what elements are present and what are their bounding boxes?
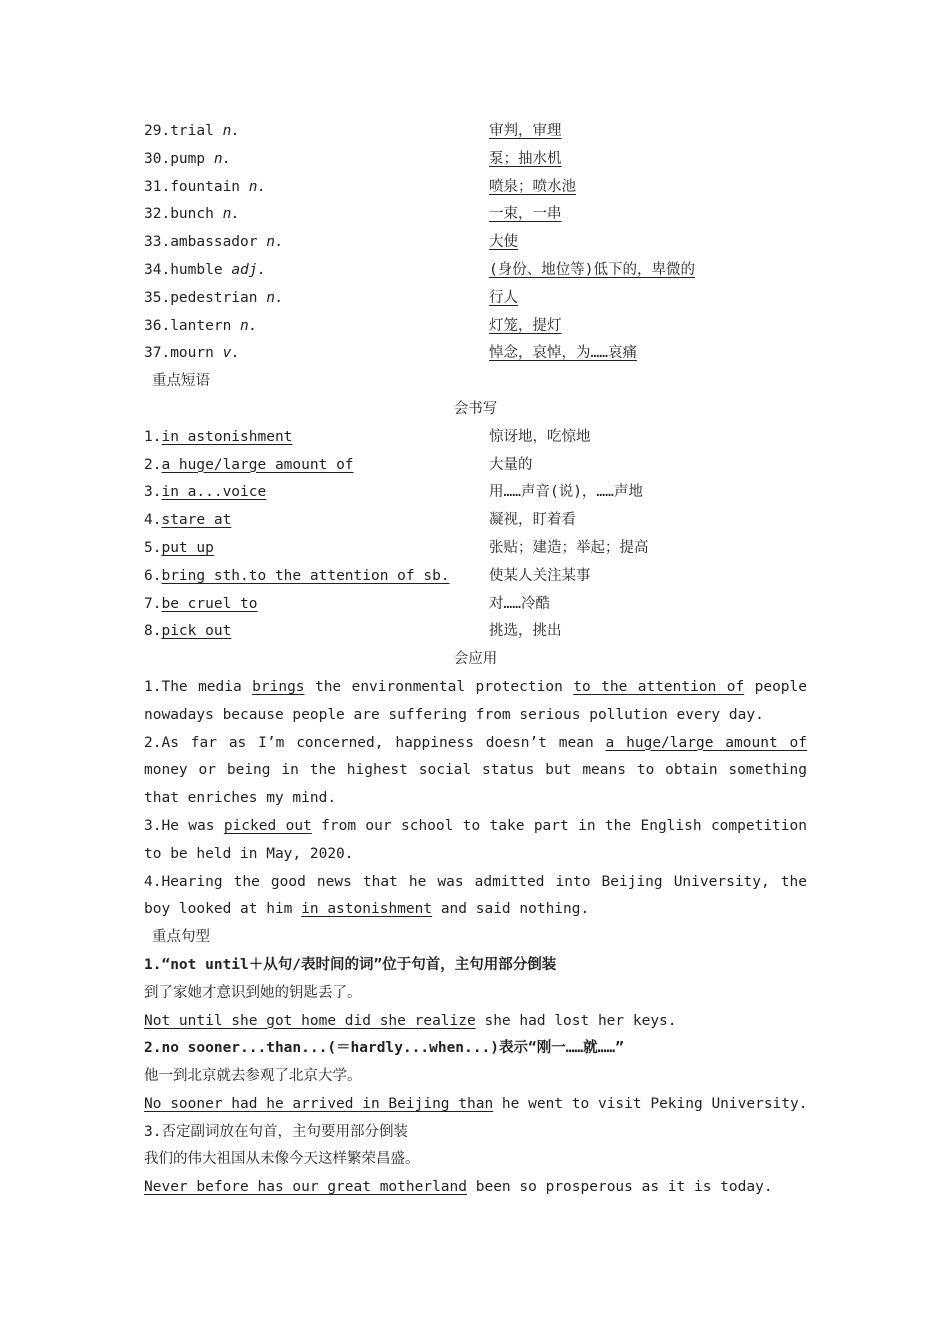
document-content [144, 118, 807, 1202]
vocab-word: pump [170, 150, 206, 167]
phrase-row [144, 535, 807, 563]
phrase-row [144, 591, 807, 619]
patterns-heading: 重点句型 [152, 929, 210, 946]
phrase-text: in a...voice [161, 484, 267, 501]
sentence-text: money or being in the highest social status but means to obtain something that enriches my mind. [144, 762, 807, 807]
phrase-text: put up [161, 539, 214, 556]
phrase-meaning: 用……声音(说)，……声地 [489, 484, 643, 501]
vocab-pos: n. [266, 234, 284, 251]
vocab-pos: adj. [231, 261, 267, 278]
phrase-text: bring sth.to the attention of sb. [161, 567, 450, 584]
pattern-title-2: 2.no sooner...than...(＝hardly...when...)表示“刚一……就……” [144, 1040, 624, 1057]
phrase-text: a huge/large amount of [161, 456, 354, 473]
vocab-row [144, 340, 807, 368]
vocab-word: bunch [170, 206, 214, 223]
pattern-chinese-3: 我们的伟大祖国从未像今天这样繁荣昌盛。 [144, 1151, 420, 1168]
answer-blank: picked out [223, 817, 312, 834]
pattern-chinese-1: 到了家她才意识到她的钥匙丢了。 [144, 984, 362, 1001]
vocab-num: 35. [144, 289, 171, 306]
vocab-pos: n. [248, 178, 267, 195]
phrase-text: in astonishment [161, 428, 293, 445]
vocab-meaning: 大使 [489, 234, 518, 251]
pattern-title-3: 3.否定副词放在句首，主句要用部分倒装 [144, 1123, 408, 1140]
phrase-row [144, 618, 807, 646]
vocab-row [144, 201, 807, 229]
phrase-meaning: 大量的 [489, 456, 533, 473]
sentence-text: 2.As far as I’m concerned, happiness doesn’t mean [144, 734, 606, 751]
phrase-row [144, 507, 807, 535]
phrase-meaning: 使某人关注某事 [489, 567, 591, 584]
apply-sentence-1 [144, 674, 807, 730]
sentence-text: from our school to take part in the English competition to be held in May, 2020. [144, 817, 807, 862]
pattern-chinese-2: 他一到北京就去参观了北京大学。 [144, 1068, 362, 1085]
vocab-pos: n. [266, 289, 284, 306]
vocab-num: 31. [144, 178, 171, 195]
phrase-num: 8. [144, 623, 162, 640]
phrase-list [144, 424, 807, 646]
vocab-meaning: 喷泉；喷水池 [489, 178, 576, 195]
vocab-num: 36. [144, 317, 171, 334]
phrase-row [144, 452, 807, 480]
apply-sentence-4 [144, 869, 807, 925]
vocab-row [144, 285, 807, 313]
vocab-pos: n. [222, 123, 241, 139]
vocab-row [144, 174, 807, 202]
vocab-row [144, 146, 807, 174]
vocab-meaning: (身份、地位等)低下的，卑微的 [489, 261, 695, 278]
write-heading: 会书写 [453, 400, 498, 417]
vocab-row [144, 229, 807, 257]
phrase-meaning: 对……冷酷 [489, 595, 550, 612]
answer-blank: Not until she got home did she realize [144, 1012, 476, 1029]
phrase-text: be cruel to [161, 595, 258, 612]
pattern-english-2 [144, 1091, 807, 1119]
vocab-num: 37. [144, 345, 171, 362]
phrase-num: 5. [144, 539, 162, 556]
vocab-meaning: 一束，一串 [489, 206, 562, 223]
phrase-row [144, 563, 807, 591]
vocab-word: trial [170, 123, 214, 139]
phrase-num: 4. [144, 512, 162, 529]
sentence-text: she had lost her keys. [475, 1012, 677, 1029]
vocab-num: 33. [144, 234, 171, 251]
answer-blank: brings [252, 678, 305, 695]
pattern-title-1: 1.“not until＋从句/表时间的词”位于句首，主句用部分倒装 [144, 956, 557, 973]
sentence-text: 4.Hearing the good news that he was admitted into Beijing University, the boy looked at him [144, 873, 807, 918]
phrase-num: 1. [144, 428, 162, 445]
vocab-meaning: 审判，审理 [489, 123, 562, 139]
vocab-pos: v. [222, 345, 241, 362]
apply-sentence-2 [144, 730, 807, 813]
vocab-pos: n. [222, 206, 241, 223]
vocab-num: 34. [144, 261, 171, 278]
phrase-text: stare at [161, 512, 232, 529]
sentence-text: been so prosperous as it is today. [467, 1179, 773, 1196]
vocab-row [144, 257, 807, 285]
vocab-row [144, 313, 807, 341]
vocab-list [144, 118, 807, 368]
pattern-english-1 [144, 1008, 807, 1036]
phrase-meaning: 凝视，盯着看 [489, 512, 576, 529]
phrase-num: 7. [144, 595, 162, 612]
phrase-num: 2. [144, 456, 162, 473]
vocab-num: 32. [144, 206, 171, 223]
phrase-meaning: 张贴；建造；举起；提高 [489, 539, 649, 556]
vocab-word: fountain [170, 178, 241, 195]
vocab-num: 29. [144, 123, 171, 139]
vocab-word: pedestrian [170, 289, 258, 306]
vocab-num: 30. [144, 150, 171, 167]
vocab-word: lantern [170, 317, 232, 334]
phrase-meaning: 惊讶地，吃惊地 [489, 428, 591, 445]
sentence-text: and said nothing. [432, 901, 590, 918]
pattern-english-3 [144, 1174, 807, 1202]
vocab-meaning: 行人 [489, 289, 518, 306]
phrase-row [144, 424, 807, 452]
vocab-meaning: 灯笼，提灯 [489, 317, 562, 334]
apply-heading: 会应用 [453, 651, 498, 668]
vocab-meaning: 泵；抽水机 [489, 150, 562, 167]
phrases-heading: 重点短语 [152, 373, 210, 390]
answer-blank: Never before has our great motherland [144, 1179, 468, 1196]
sentence-text: the environmental protection [304, 678, 574, 695]
vocab-row [144, 118, 807, 146]
phrase-text: pick out [161, 623, 232, 640]
vocab-word: humble [170, 261, 223, 278]
answer-blank: a huge/large amount of [605, 734, 807, 751]
vocab-meaning: 悼念，哀悼，为……哀痛 [489, 345, 637, 362]
answer-blank: to the attention of [573, 678, 745, 695]
sentence-text: people nowadays because people are suffering from serious pollution every day. [144, 678, 807, 723]
sentence-text: 1.The media [144, 678, 253, 695]
vocab-word: mourn [170, 345, 214, 362]
apply-sentence-3 [144, 813, 807, 869]
phrase-num: 3. [144, 484, 162, 501]
phrase-num: 6. [144, 567, 162, 584]
vocab-pos: n. [213, 150, 232, 167]
sentence-text: he went to visit Peking University. [493, 1095, 808, 1112]
phrase-row [144, 479, 807, 507]
vocab-word: ambassador [170, 234, 258, 251]
answer-blank: in astonishment [301, 901, 433, 918]
phrase-meaning: 挑选，挑出 [489, 623, 562, 640]
sentence-text: 3.He was [144, 817, 224, 834]
vocab-pos: n. [240, 317, 258, 334]
answer-blank: No sooner had he arrived in Beijing than [144, 1095, 494, 1112]
